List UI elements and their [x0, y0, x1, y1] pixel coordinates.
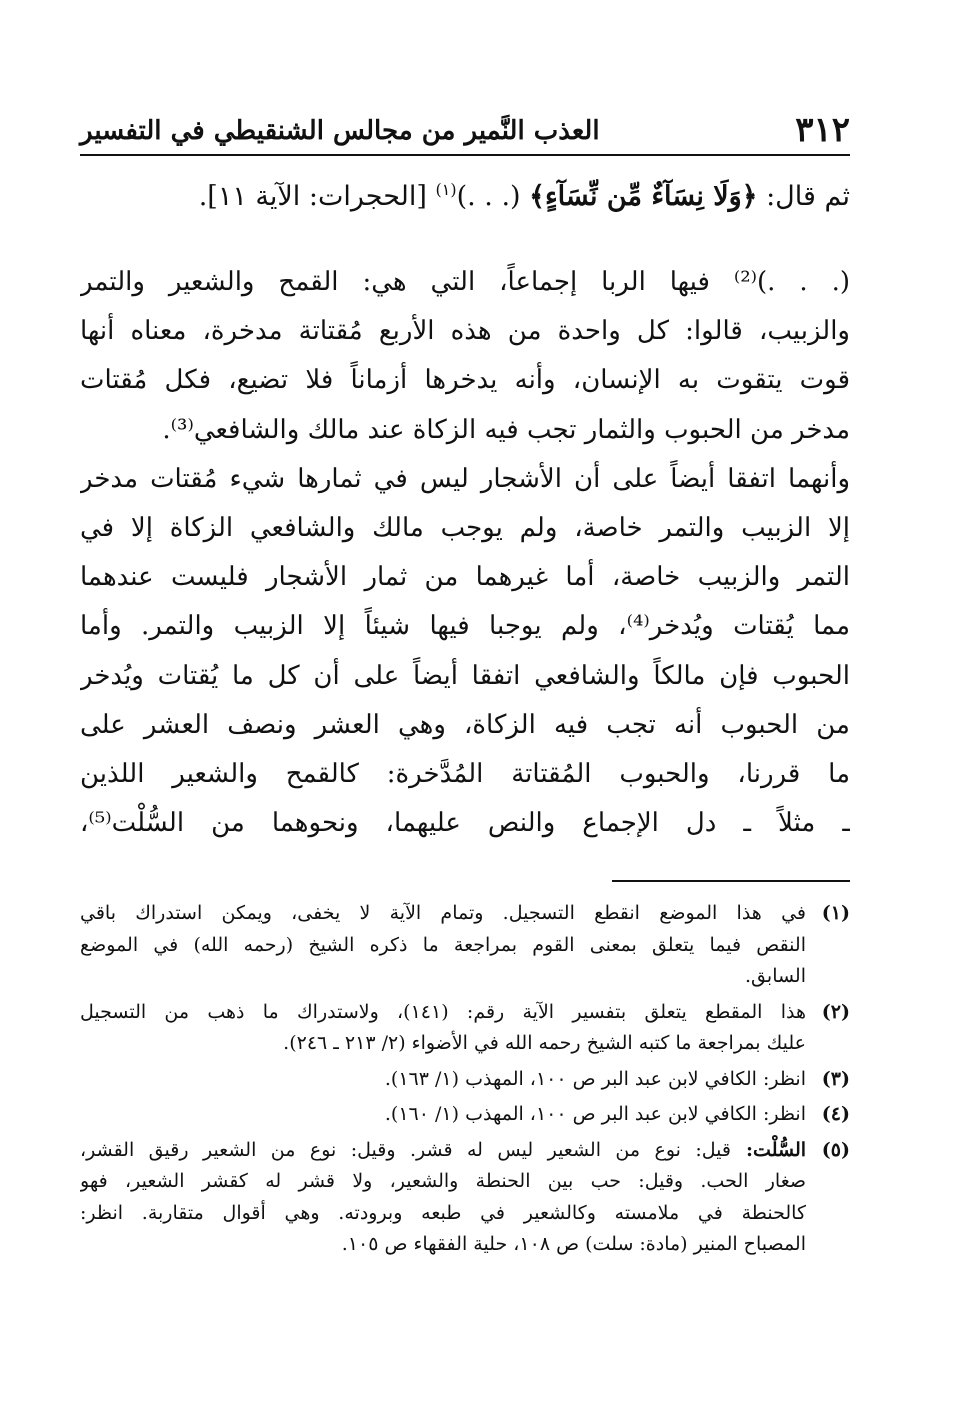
footnote-2	[80, 997, 850, 1060]
footnote-ref-1: (١)	[435, 180, 457, 199]
footnote-line	[80, 1135, 806, 1167]
footnote-number: (٢)	[821, 1000, 850, 1023]
footnote-term: السُّلْت:	[731, 1138, 806, 1161]
verse-ellipsis: (. . .)	[456, 181, 530, 212]
body-line: (. . .)⁽²⁾ فيها الربا إجماعاً، التي هي: القمح والشعير والتمر	[80, 267, 850, 297]
footnote-4	[80, 1099, 850, 1131]
footnote-line: النقص فيما يتعلق بمعنى القوم بمراجعة ما ذكره الشيخ (رحمه الله) في الموضع	[80, 933, 806, 956]
footnote-number: (٣)	[821, 1067, 850, 1090]
verse-intro: ثم قال:	[757, 181, 850, 212]
body-line: مدخر من الحبوب والثمار تجب فيه الزكاة عند مالك والشافعي⁽³⁾.	[162, 414, 850, 445]
body-line: قوت يتقوت به الإنسان، وأنه يدخرها أزماناً فلا تضيع، فكل مُقتات	[80, 365, 850, 396]
footnote-line: انظر: الكافي لابن عبد البر ص ١٠٠، المهذب (١/ ١٦٠).	[384, 1103, 806, 1125]
footnotes	[80, 898, 850, 1265]
body-line: ما قررنا، والحبوب المُقتاتة المُدَّخرة: كالقمح والشعير اللذين	[80, 758, 850, 789]
verse-reference: [الحجرات: الآية ١١].	[198, 181, 436, 212]
footnote-line: المصباح المنير (مادة: سلت) ص ١٠٨، حلية الفقهاء ص ١٠٥.	[341, 1233, 806, 1255]
body-line: مما يُقتات ويُدخر⁽⁴⁾، ولم يوجبا فيها شيئاً إلا الزبيب والتمر. وأما	[80, 611, 850, 642]
running-title: العذب النَّمير من مجالس الشنقيطي في التفسير	[80, 116, 600, 146]
body-line: وأنهما اتفقا أيضاً على أن الأشجار ليس في ثمارها شيء مُقتات مدخر	[80, 463, 850, 494]
body-line: والزبيب، قالوا: كل واحدة من هذه الأربع مُقتاتة مدخرة، معناه أنها	[80, 316, 850, 347]
body-line: إلا الزبيب والتمر خاصة، ولم يوجب مالك والشافعي الزكاة إلا في	[80, 512, 850, 543]
footnote-line: عليك بمراجعة ما كتبه الشيخ رحمه الله في الأضواء (٢/ ٢١٣ ـ ٢٤٦).	[283, 1032, 806, 1054]
body-line: من الحبوب أنه تجب فيه الزكاة، وهي العشر ونصف العشر على	[80, 709, 850, 740]
body-line: الحبوب فإن مالكاً والشافعي اتفقا أيضاً على أن كل ما يُقتات ويُدخر	[80, 660, 850, 691]
footnote-5	[80, 1135, 850, 1261]
main-text	[80, 258, 850, 848]
quran-verse: ﴿وَلَا نِسَآءٌ مِّن نِّسَآءٍ﴾	[529, 181, 758, 212]
footnote-line-text: قيل: نوع من الشعير ليس له قشر. وقيل: نوع من الشعير رقيق القشر،	[80, 1138, 732, 1161]
footnote-1	[80, 898, 850, 993]
footnote-line: في هذا الموضع انقطع التسجيل. وتمام الآية لا يخفى، ويمكن استدراك باقي	[80, 902, 806, 924]
page-number: ٣١٢	[795, 110, 850, 150]
footnote-line: هذا المقطع يتعلق بتفسير الآية رقم: (١٤١)، ولاستدراك ما ذهب من التسجيل	[80, 1000, 806, 1023]
footnote-line: صغار الحب. وقيل: حب بين الحنطة والشعير، ولا قشر له كقشر الشعير، فهو	[80, 1170, 806, 1192]
body-line: ـ مثلاً ـ دل الإجماع والنص عليهما، ونحوهما من السُّلْت⁽⁵⁾،	[80, 808, 850, 839]
footnote-3	[80, 1064, 850, 1096]
footnote-separator	[612, 880, 850, 882]
footnote-number: (٤)	[821, 1103, 850, 1125]
verse-line	[80, 175, 850, 219]
page-header	[80, 104, 850, 156]
footnote-number: (١)	[821, 902, 850, 924]
footnote-line: انظر: الكافي لابن عبد البر ص ١٠٠، المهذب (١/ ١٦٣).	[384, 1067, 806, 1090]
footnote-line: كالحنطة في ملامسته وكالشعير في طبعه وبرودته. وهي أقوال متقاربة. انظر:	[80, 1201, 806, 1224]
footnote-number: (٥)	[821, 1138, 850, 1161]
body-line: التمر والزبيب خاصة، أما غيرهما من ثمار الأشجار فليست عندهما	[80, 562, 850, 593]
footnote-line: السابق.	[745, 965, 806, 987]
